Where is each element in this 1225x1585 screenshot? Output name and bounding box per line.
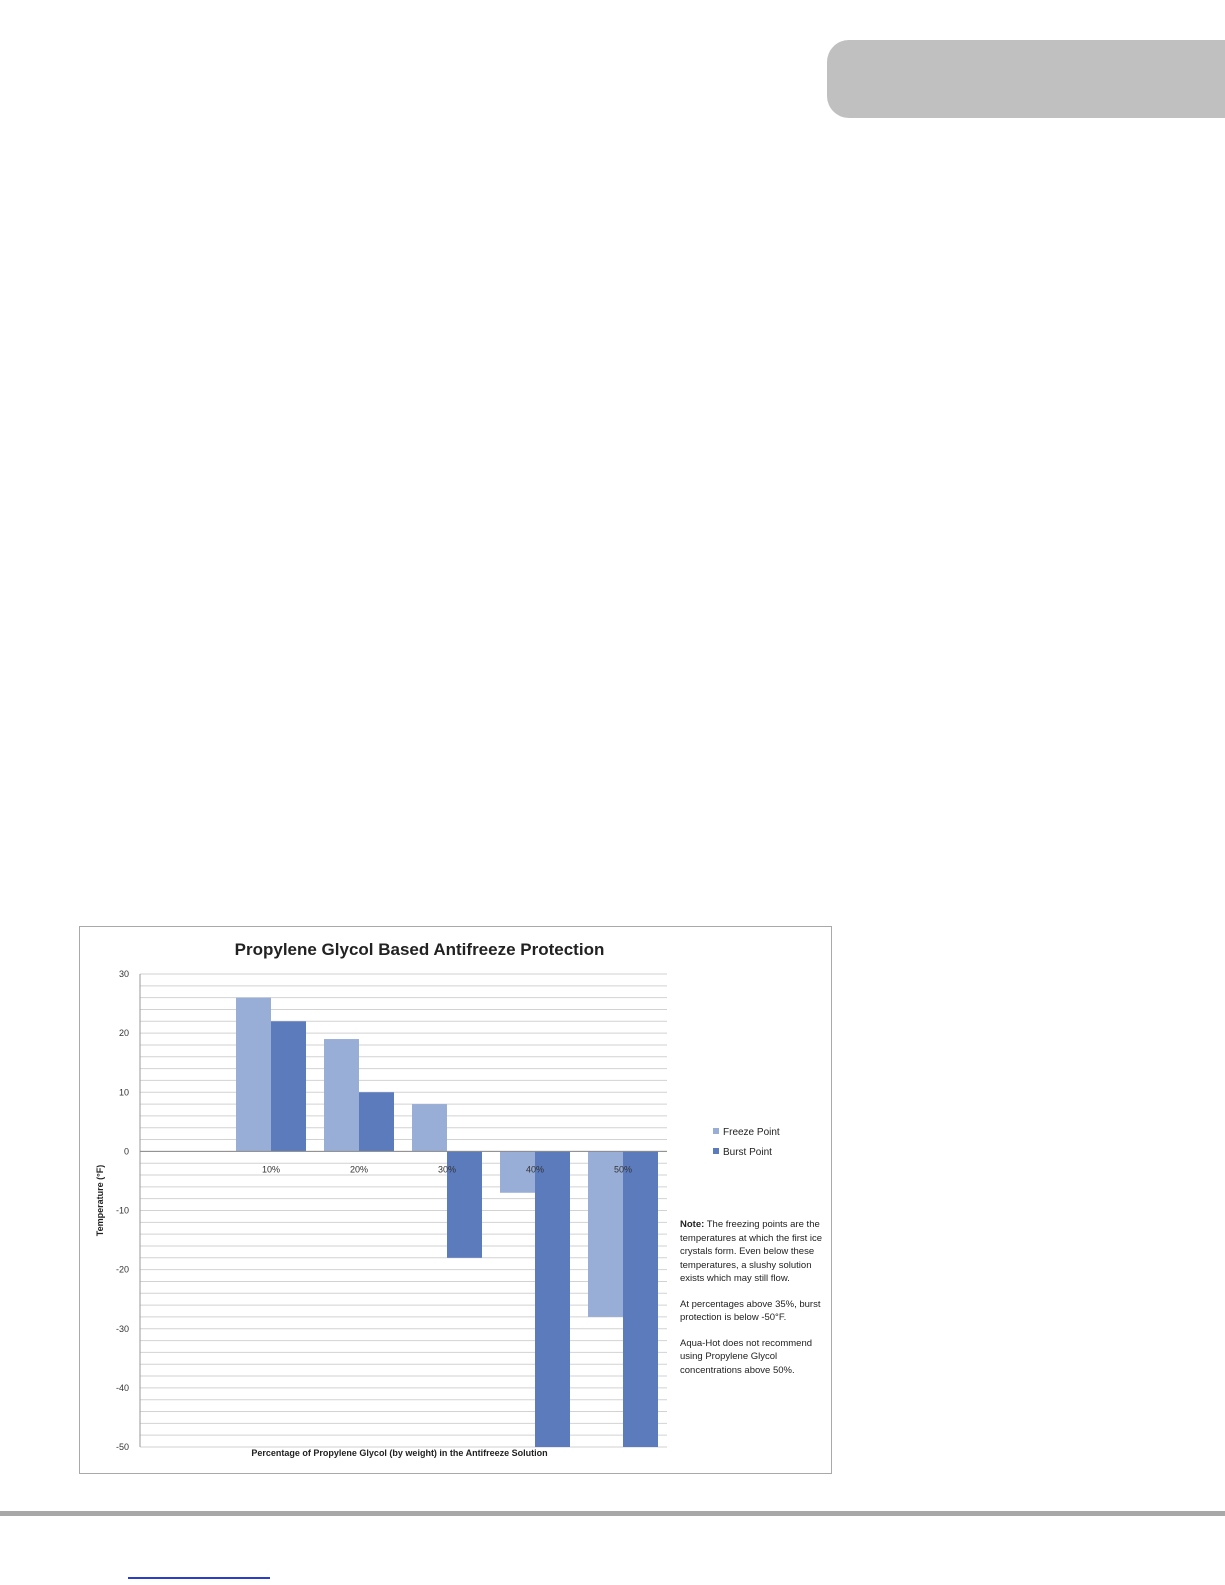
bar-freeze-point-4 <box>588 1151 623 1317</box>
note-para-2: At percentages above 35%, burst protection is below -50°F. <box>680 1298 821 1323</box>
legend-swatch-0 <box>713 1128 719 1134</box>
x-tick-label: 50% <box>613 1164 633 1175</box>
note-para-1: The freezing points are the temperatures at which the first ice crystals form. Even below these temperatures, a slushy solution exists which may still flow. <box>680 1219 823 1284</box>
chart-frame <box>79 926 832 1474</box>
y-tick-label: 30 <box>118 969 129 979</box>
header-tab <box>827 40 1225 118</box>
y-tick-label: -40 <box>115 1382 129 1393</box>
footer-link[interactable] <box>128 1577 270 1579</box>
y-tick-label: -30 <box>115 1323 129 1334</box>
x-tick-label: 40% <box>525 1164 545 1175</box>
note-label: Note: <box>680 1219 705 1230</box>
legend-label-0: Freeze Point <box>723 1127 780 1138</box>
bar-freeze-point-0 <box>236 998 271 1152</box>
y-tick-label: 10 <box>118 1087 129 1098</box>
antifreeze-chart <box>80 927 833 1475</box>
y-tick-label: 20 <box>118 1028 129 1039</box>
y-tick-label: -50 <box>115 1442 129 1452</box>
chart-note <box>680 1218 835 1389</box>
legend-swatch-1 <box>713 1148 719 1154</box>
bar-freeze-point-2 <box>412 1104 447 1151</box>
x-tick-label: 30% <box>437 1164 457 1175</box>
y-tick-label: -10 <box>115 1205 129 1216</box>
y-tick-label: 0 <box>123 1146 129 1157</box>
note-para-3: Aqua-Hot does not recommend using Propylene Glycol concentrations above 50%. <box>680 1337 813 1376</box>
legend-label-1: Burst Point <box>723 1147 772 1158</box>
bar-burst-point-1 <box>359 1092 394 1151</box>
x-tick-label: 20% <box>349 1164 369 1175</box>
bar-freeze-point-1 <box>324 1039 359 1151</box>
x-tick-label: 10% <box>261 1164 281 1175</box>
footer-rule <box>0 1511 1225 1516</box>
y-axis-label: Temperature (°F) <box>95 1164 105 1237</box>
bar-burst-point-4 <box>623 1151 658 1447</box>
y-tick-label: -20 <box>115 1264 129 1275</box>
bar-burst-point-3 <box>535 1151 570 1447</box>
bar-burst-point-0 <box>271 1021 306 1151</box>
chart-title: Propylene Glycol Based Antifreeze Protection <box>234 940 605 959</box>
x-axis-label: Percentage of Propylene Glycol (by weight) in the Antifreeze Solution <box>251 1448 548 1458</box>
